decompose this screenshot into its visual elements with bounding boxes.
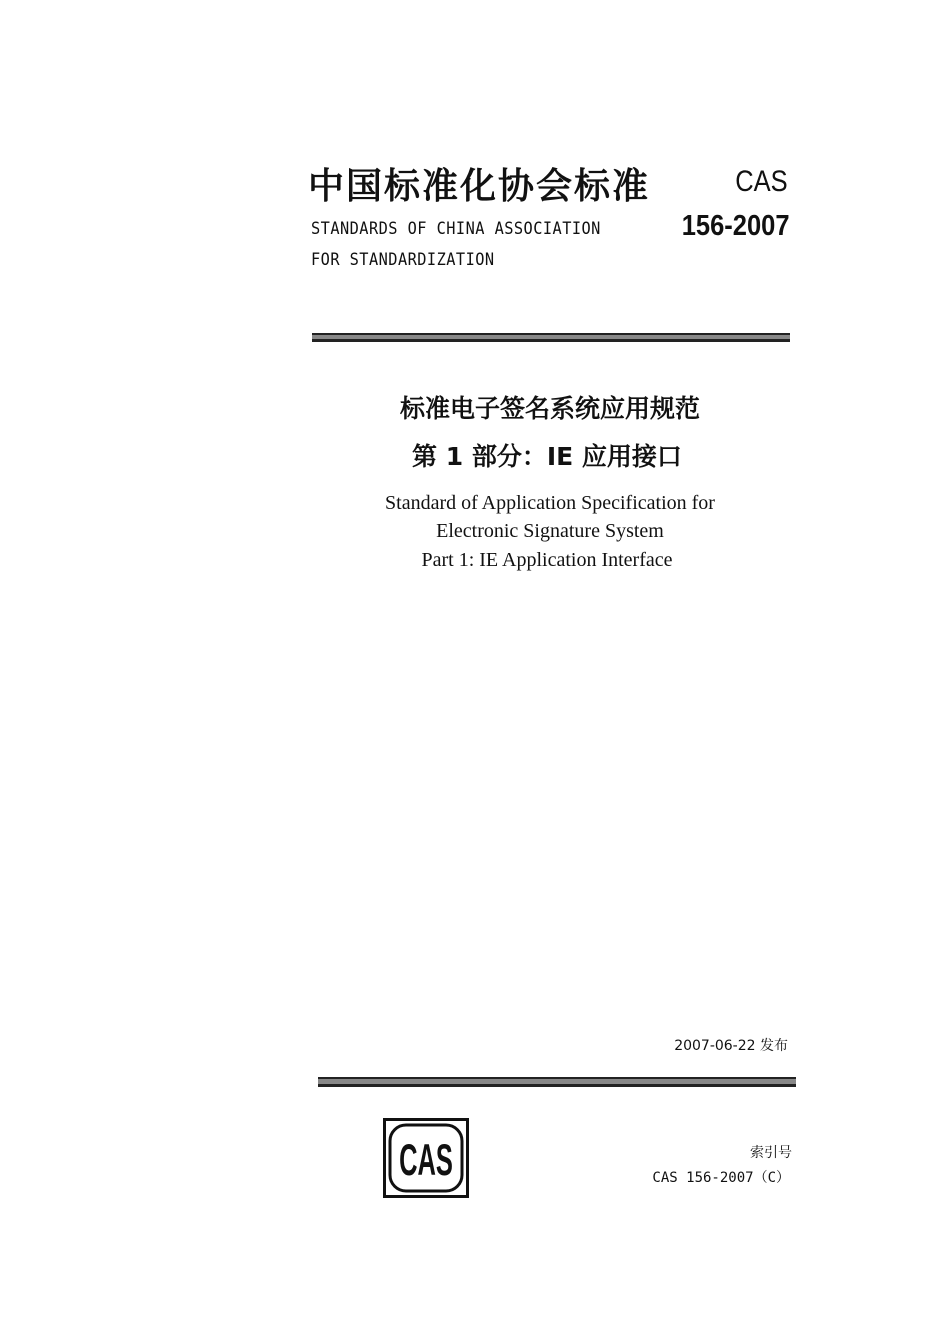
- standard-code-number: 156-2007: [682, 210, 790, 242]
- org-name-en-line2: FOR STANDARDIZATION: [311, 250, 495, 270]
- cas-logo-icon: [383, 1118, 469, 1198]
- title-en-line3: Part 1: IE Application Interface: [421, 549, 673, 571]
- standard-code-prefix: CAS: [735, 165, 788, 198]
- top-divider: [312, 333, 790, 342]
- title-cn-line2: 第 1 部分：IE 应用接口: [412, 442, 682, 471]
- index-number-label: 索引号: [750, 1145, 792, 1161]
- issue-date: 2007-06-22 发布: [674, 1038, 788, 1054]
- org-name-en-line1: STANDARDS OF CHINA ASSOCIATION: [311, 219, 601, 239]
- logo-text: CAS: [399, 1134, 453, 1185]
- bottom-divider: [318, 1077, 796, 1087]
- title-en-line1: Standard of Application Specification for: [385, 492, 715, 514]
- title-en-line2: Electronic Signature System: [436, 520, 664, 542]
- org-name-cn: 中国标准化协会标准: [308, 166, 651, 207]
- title-cn-line1: 标准电子签名系统应用规范: [399, 394, 700, 423]
- index-number-code: CAS 156-2007（C）: [652, 1170, 790, 1186]
